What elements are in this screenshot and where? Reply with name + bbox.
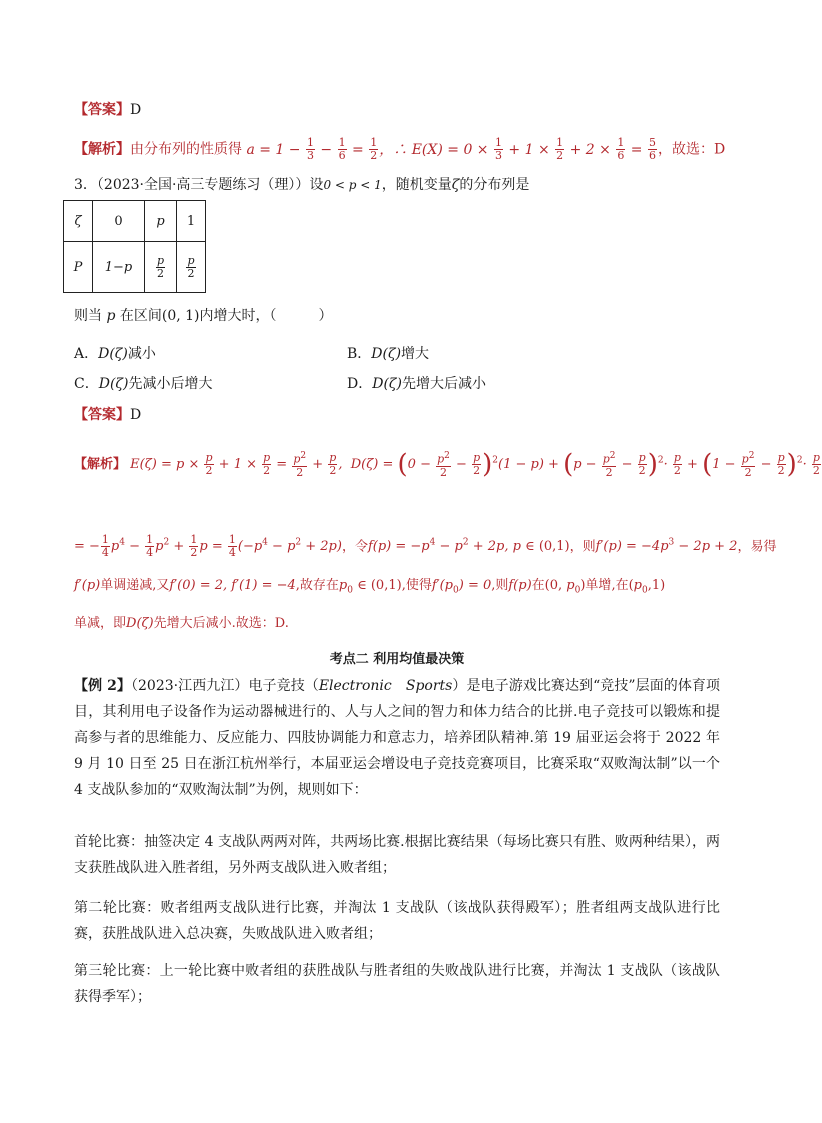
inc-text: 单增 [585,578,612,593]
q3-ask-pre: 则当 [74,308,102,324]
answer-tag: 【答案】 [74,407,130,423]
analysis-line-2 [74,450,822,479]
option-formula: D(ζ) [371,346,402,362]
q3-ask-mid: 在区间 [119,308,162,324]
formula-expectation: E(ζ) = p × $\frac{p}{2}$ + 1 × $\frac{p}{2}$ = $\frac{p^2}{2}$ + $\frac{p}{2}$ , D(ζ) = (0 − $\frac{p^2}{2}$ − $\frac{p}{2}$ )$^2$(1 − p) + (p − $\frac{p^2}{2}$ − $\frac{p}{2}$ )$^2$· $\frac{p}{2}$ + (1 − $\frac{p^2}{2}$ − $\frac{p}{2}$ )$^2$· $\frac{p}{2}$ [130,449,820,480]
in2-text: ,在 [611,578,629,593]
option-text: 增大 [401,346,430,362]
table-cell: 1−p [93,242,145,293]
distribution-table [63,200,206,293]
final-text: 先增大后减小.故选：D. [153,616,289,631]
q3-ask-post: 内增大时，（ ） [199,308,333,324]
analysis-tag: 【解析】 [74,141,130,158]
formula-interval-2: $(p_0,1)$ [628,578,666,596]
option-b[interactable] [347,344,429,364]
formula-interval-1: (0, $p_0$) [544,578,586,596]
formula-fp: f(p) [508,578,532,593]
q3-end-text: 的分布列是 [459,177,530,193]
example-source: （2023·江西九江）电子竞技（ [130,678,319,694]
q3-interval: (0, 1) [161,308,200,324]
example-body: ）是电子游戏比赛达到“竞技”层面的体育项目，其利用电子设备作为运动器械进行的、人与人之间的智力和体力结合的比拼.电子竞技可以锻炼和提高参与者的思维能力、反应能力、四肢协调能力和意志力，培养团队精神.第 19 届亚运会将于 2022 年 9 月 10 日至 25 日在浙江杭州举行，本届亚运会增设电子竞技竞赛项目，比赛采取“双败淘汰制”以一个 4 支战队参加的“双败淘汰制”为例，规则如下： [74,678,720,798]
rule-2: 第二轮比赛：败者组两支战队进行比赛，并淘汰 1 支战队（该战队获得殿军）；胜者组两支战队进行比赛，获胜战队进入总决赛，失败战队进入败者组； [74,900,720,942]
answer-value: D [130,407,142,423]
option-letter: D． [347,376,373,392]
question-3-stem [74,175,529,195]
table-cell: $\frac{p}{2}$ [145,242,177,293]
table-cell: $\frac{p}{2}$ [177,242,206,293]
table-cell: 1 [177,201,206,242]
analysis-line-5 [74,614,289,634]
easy-text: ，易得 [737,539,777,555]
q3-stem-text: 3．（2023·全国·高三专题练习（理））设 [74,177,324,193]
option-letter: B． [347,346,372,362]
option-letter: C． [74,376,99,392]
analysis-line-4 [74,576,665,601]
option-d[interactable] [347,374,486,394]
table-cell: P [64,242,93,293]
analysis-line-3 [74,533,776,559]
rule-1: 首轮比赛：抽签决定 4 支战队两两对阵，共两场比赛.根据比赛结果（每场比赛只有胜、败两种结果），两支获胜战队进入胜者组，另外两支战队进入败者组； [74,834,720,876]
table-row [64,242,206,293]
table-row [64,201,206,242]
let-text: ，令 [341,539,368,555]
formula-variance: = − $\frac{1}{4}$ $p^4$ − $\frac{1}{4}$ $p^2$ + $\frac{1}{2}$ p = $\frac{1}{4}$ $(-p^4 - p^2 + 2p)$ [74,533,342,560]
q3-p: p [102,308,120,324]
formula-fp0: $f'(p_0) = 0$ [431,578,492,596]
q3-zeta: ζ [451,177,460,193]
answer-value: D [130,102,142,118]
formula-dz: D(ζ) [126,616,154,631]
example-2-paragraph [74,673,720,803]
analysis-line-1 [74,137,725,162]
option-text: 减小 [127,346,156,362]
answer-line-1 [74,100,141,120]
option-text: 先增大后减小 [401,376,486,392]
formula-values: f′(0) = 2, f′(1) = −4 [169,578,296,593]
formula-p0: $p_0$ ∈ (0,1) [338,578,402,596]
formula-f: $f(p) = -p^4 - p^2 + 2p$, p ∈ (0,1) [367,538,570,555]
example-en: Electronic Sports [318,678,453,694]
in-text: 在 [531,578,545,593]
dec-text: 单减，即 [74,616,127,631]
answer-line-2 [74,405,141,425]
option-formula: D(ζ) [98,346,128,362]
option-formula: D(ζ) [372,376,402,392]
analysis-tail: ，故选：D [657,141,726,158]
then2-text: ,则 [491,578,509,593]
rule-3: 第三轮比赛：上一轮比赛中败者组的获胜战队与胜者组的失败战队进行比赛，并淘汰 1 支战队（该战队获得季军）； [74,963,720,1005]
analysis-tag: 【解析】 [74,456,127,472]
table-cell: 0 [93,201,145,242]
option-formula: D(ζ) [98,376,129,392]
make-text: ,使得 [401,578,432,593]
question-3-ask [74,306,333,326]
option-c[interactable] [74,374,212,394]
option-a[interactable] [74,344,156,364]
analysis-text: 由分布列的性质得 [130,141,242,158]
formula-fprime: $f'(p) = -4p^3 - 2p + 2$ [595,538,738,555]
answer-tag: 【答案】 [74,102,130,118]
mono-text: 单调递减 [100,578,153,593]
table-cell: p [145,201,177,242]
formula-fprime-2: f′(p) [74,578,101,593]
q3-condition: 0 < p < 1 [323,178,382,192]
exist-text: ,故存在 [295,578,339,593]
formula-a: a = 1 − $\frac{1}{3}$ − $\frac{1}{6}$ = $\frac{1}{2}$ ，∴ E(X) = 0 × $\frac{1}{3}$ + 1 × $\frac{1}{2}$ + 2 × $\frac{1}{6}$ = $\frac{5}{6}$ [246,136,656,162]
also-text: ,又 [152,578,170,593]
option-letter: A． [74,346,99,362]
section-heading: 考点二 利用均值最决策 [329,652,465,667]
then-text: ，则 [569,539,596,555]
table-cell: ζ [64,201,93,242]
example-tag: 【例 2】 [74,678,131,694]
option-text: 先减小后增大 [128,376,213,392]
q3-mid-text: ，随机变量 [381,177,452,193]
